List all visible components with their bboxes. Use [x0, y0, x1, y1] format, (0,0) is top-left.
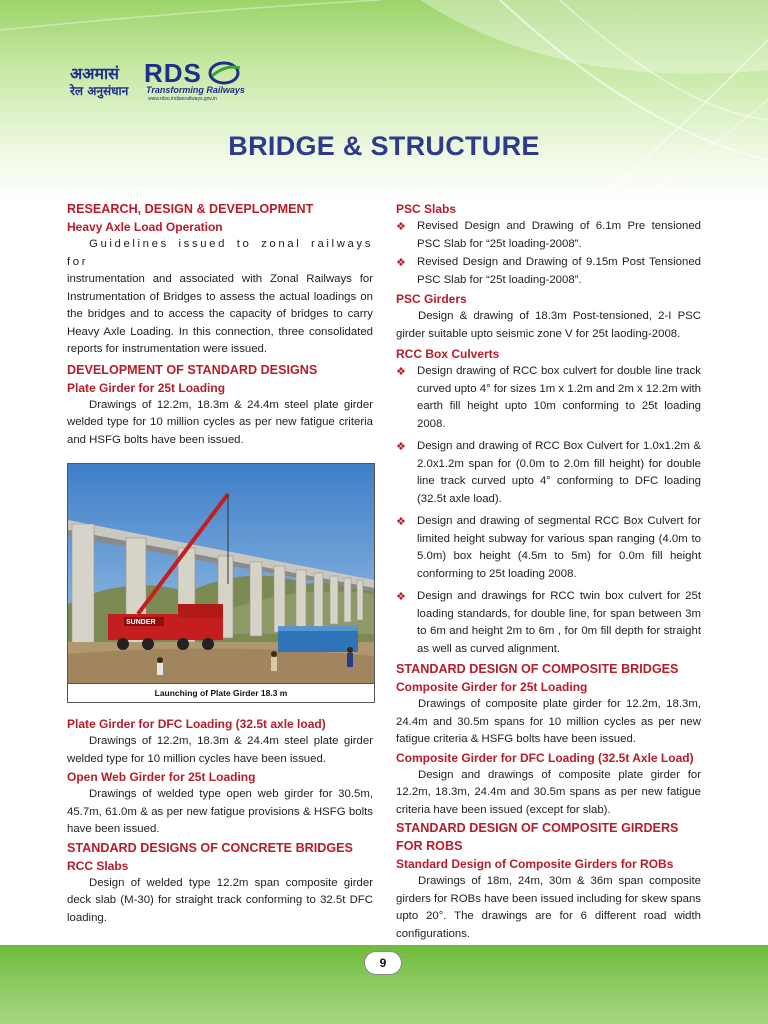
heading-psc-slabs: PSC Slabs	[396, 202, 457, 216]
page-title: BRIDGE & STRUCTURE	[228, 131, 540, 161]
logo-swoosh-icon	[208, 60, 242, 86]
left-column	[67, 200, 373, 927]
heading-research: RESEARCH, DESIGN & DEVEPLOPMENT	[67, 202, 314, 216]
list-item: ❖ Revised Design and Drawing of 6.1m Pre tensioned PSC Slab for “25t loading-2008”.	[396, 220, 701, 250]
rcc-box-list	[396, 363, 701, 658]
heading-heavy-axle: Heavy Axle Load Operation	[67, 220, 223, 234]
rdso-logo	[66, 58, 286, 102]
psc-girders-body: Design & drawing of 18.3m Post-tensioned, 2-I PSC girder suitable upto seismic zone V for 25t laoding-2008.	[396, 310, 701, 340]
list-item: ❖ Design and drawings for RCC twin box culvert for 25t loading standards, for double line, for span between 3m to 6m and height 2m to 6m , for 0m fill depth for straight as well as curved alignment.	[396, 590, 701, 655]
heading-plate-girder-dfc: Plate Girder for DFC Loading (32.5t axle load)	[67, 717, 326, 731]
robs-body: Drawings of 18m, 24m, 30m & 36m span composite girders for ROBs have been issued including for skew spans upto 20°. The drawings are for 6 different road width configurations.	[396, 875, 701, 940]
page-number: 9	[364, 951, 402, 975]
logo-url: www.rdso.indianrailways.gov.in	[148, 96, 217, 102]
plate-girder-dfc-body: Drawings of 12.2m, 18.3m & 24.4m steel plate girder welded type for 10 million cycles have been issued.	[67, 735, 373, 765]
list-item: ❖ Design drawing of RCC box culvert for double line track curved upto 4° for sizes 1m x 1.2m and 2m x 12.2m with earth fill height upto 10m conforming to 25t loading 2008.	[396, 365, 701, 430]
logo-acronym: RDS	[144, 58, 202, 88]
diamond-cluster-icon: ❖	[396, 365, 406, 378]
heading-composite-robs: STANDARD DESIGN OF COMPOSITE GIRDERS FOR ROBS	[396, 821, 679, 853]
photo-caption: Launching of Plate Girder 18.3 m	[68, 683, 374, 702]
heavy-axle-lead: Guidelines issued to zonal railways for	[67, 238, 373, 268]
list-item: ❖ Revised Design and Drawing of 9.15m Post Tensioned PSC Slab for “25t loading-2008”.	[396, 256, 701, 286]
psc-slabs-list	[396, 218, 701, 289]
heading-rcc-slabs: RCC Slabs	[67, 858, 129, 873]
list-item: ❖ Design and drawing of segmental RCC Box Culvert for limited height subway for various span ranging (4.0m to 5.0m) box height (4.5m to 5m) for 0.0m fill height conforming to 25t loading 2008.	[396, 515, 701, 580]
plate-girder-25t-body: Drawings of 12.2m, 18.3m & 24.4m steel plate girder welded type for 10 million cycles as per new fatigue criteria and HSFG bolts have been issued.	[67, 398, 373, 446]
diamond-cluster-icon: ❖	[396, 590, 406, 603]
heading-open-web: Open Web Girder for 25t Loading	[67, 770, 256, 784]
crane-label: SUNDER	[126, 619, 156, 626]
heading-plate-girder-25t: Plate Girder for 25t Loading	[67, 380, 226, 395]
rcc-slabs-body: Design of welded type 12.2m span composite girder deck slab (M-30) for straight track conforming to 32.5t DFC loading.	[67, 876, 373, 924]
composite-dfc-body: Design and drawings of composite plate girder for 12.2m, 18.3m, 24.4m and 30.5m spans as per new fatigue criteria have been issued (except for slab).	[396, 768, 701, 816]
diamond-cluster-icon: ❖	[396, 256, 406, 269]
photo-plate-girder-launch	[67, 463, 375, 703]
composite-25t-body: Drawings of composite plate girder for 12.2m, 18.3m, 24.4m and 30.5m spans for 10 million cycles as per new fatigue criteria & HSFG bolts have been issued.	[396, 698, 701, 745]
heading-robs: Standard Design of Composite Girders for ROBs	[396, 857, 674, 871]
right-column	[396, 200, 701, 943]
heading-composite-dfc: Composite Girder for DFC Loading (32.5t Axle Load)	[396, 750, 694, 765]
heading-psc-girders: PSC Girders	[396, 292, 467, 306]
bridge-launch-illustration	[68, 464, 374, 684]
logo-tagline: Transforming Railways	[146, 85, 245, 95]
logo-hindi-top: अअमासं	[70, 64, 119, 83]
open-web-body: Drawings of welded type open web girder for 30.5m, 45.7m, 61.0m & as per new fatigue provisions & HSFG bolts have been issued.	[67, 788, 373, 835]
heading-rcc-box: RCC Box Culverts	[396, 347, 500, 361]
diamond-cluster-icon: ❖	[396, 515, 406, 528]
heading-composite-bridges: STANDARD DESIGN OF COMPOSITE BRIDGES	[396, 662, 679, 676]
logo-hindi-bottom: रेल अनुसंधान	[70, 84, 129, 98]
diamond-cluster-icon: ❖	[396, 440, 406, 453]
heading-dev-standard: DEVELOPMENT OF STANDARD DESIGNS	[67, 362, 318, 377]
heading-composite-25t: Composite Girder for 25t Loading	[396, 680, 588, 694]
list-item: ❖ Design and drawing of RCC Box Culvert for 1.0x1.2m & 2.0x1.2m span for (0.0m to 2.0m fill height) for double line track curved upto 4° conforming to DFC loading (32.5t axle load).	[396, 440, 701, 505]
heading-concrete-bridges: STANDARD DESIGNS OF CONCRETE BRIDGES	[67, 840, 353, 855]
heavy-axle-body: instrumentation and associated with Zonal Railways for Instrumentation of Bridges to assess the actual loadings on the bridges and to access the capacity of bridges to carry Heavy Axle Loading. In this connection, three consolidated reports for instrumentation were issued.	[67, 273, 373, 355]
diamond-cluster-icon: ❖	[396, 220, 406, 233]
